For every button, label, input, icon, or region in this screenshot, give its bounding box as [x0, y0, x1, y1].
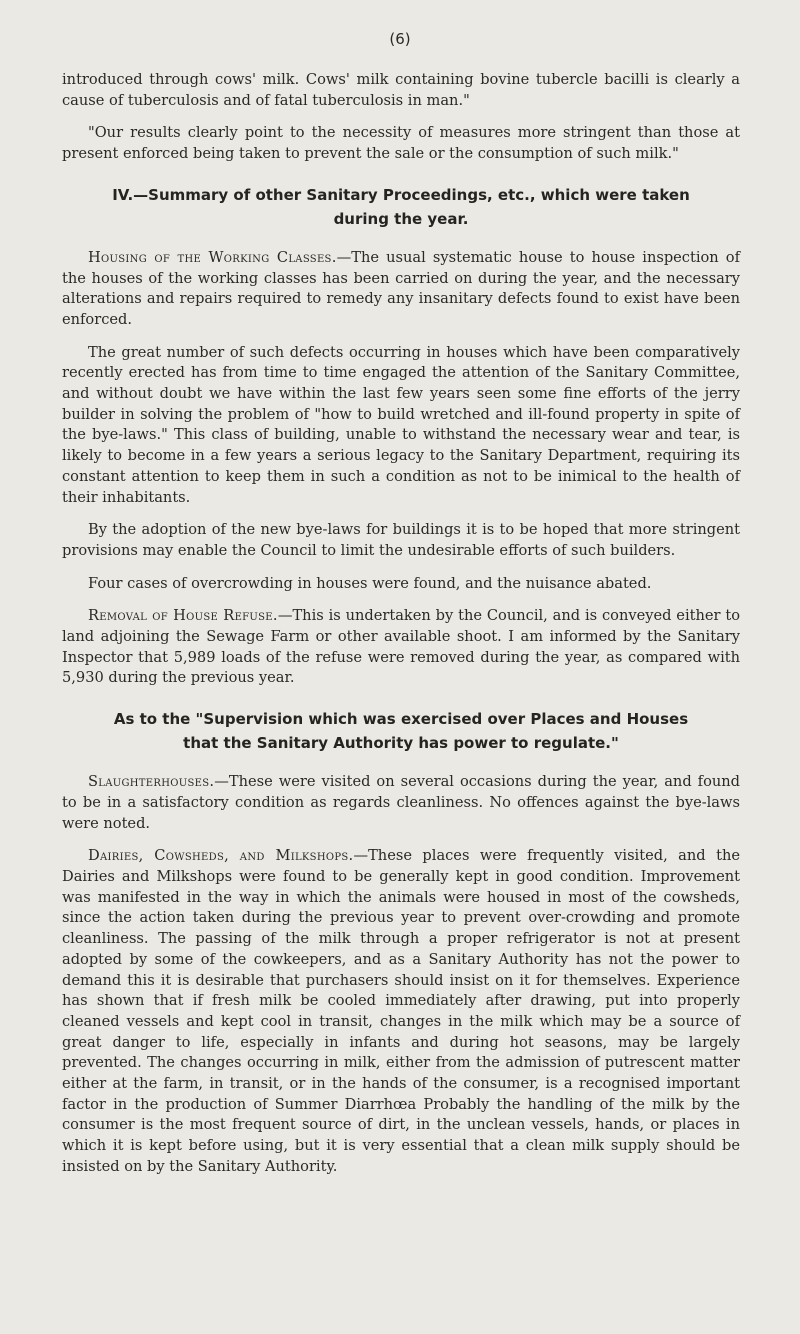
refuse-title: Removal of House Refuse. — [88, 607, 278, 625]
dairies-title: Dairies, Cowsheds, and Milkshops. — [88, 847, 354, 865]
page-number: (6) — [389, 30, 411, 48]
housing-title: Housing of the Working Classes. — [88, 248, 337, 266]
dairies-paragraph — [62, 846, 740, 1177]
byelaws-paragraph: By the adoption of the new bye-laws for buildings it is to be hoped that more stringent provisions may enable the Council to limit the undesirable efforts of such builders. — [62, 521, 740, 559]
slaughterhouses-title: Slaughterhouses. — [88, 773, 215, 791]
defects-paragraph: The great number of such defects occurring in houses which have been comparatively recently erected has from time to time engaged the attention of the Sanitary Committee, and without doubt we have within the last few years seen some fine efforts of the jerry builder in solving the problem of "how to build wretched and ill-found property in spite of the bye-laws." This class of building, unable to withstand the necessary wear and tear, is likely to become in a few years a serious legacy to the Sanitary Department, requiring its constant attention to keep them in such a condition as not to be inimical to the health of their inhabitants. — [62, 343, 740, 506]
housing-text: —The usual systematic house to house inspection of the houses of the working classes has been carried on during the year, and the necessary alterations and repairs required to remedy any insanitary defects found to exist have been enforced. — [62, 248, 740, 328]
slaughterhouses-paragraph — [62, 772, 740, 834]
refuse-paragraph — [62, 606, 740, 689]
dairies-text: —These places were frequently visited, and the Dairies and Milkshops were found to be generally kept in good condition. Improvement was manifested in the way in which the animals were housed in most of the cowsheds, since the action taken during the previous year to prevent over-crowding and promote cleanliness. The passing of the milk through a proper refrigerator is not at present adopted by some of the cowkeepers, and as a Sanitary Authority has not the power to demand this it is desirable that purchasers should insist on it for themselves. Experience has shown that if fresh milk be cooled immediately after drawing, put into properly cleaned vessels and kept cool in transit, changes in the milk which may be a source of great danger to life, especially in infants and during hot seasons, may be largely prevented. The changes occurring in milk, either from the admission of putrescent matter either at the farm, in transit, or in the hands of the consumer, is a recognised important factor in the production of Summer Diarrhœa Probably the handling of the milk by the consumer is the most frequent source of dirt, in the unclean vessels, hands, or places in which it is kept before using, but it is very essential that a clean milk supply should be insisted on by the Sanitary Authority. — [62, 847, 740, 1175]
page-body — [62, 70, 740, 1190]
overcrowding-paragraph: Four cases of overcrowding in houses were found, and the nuisance abated. — [88, 574, 652, 592]
intro-paragraph: introduced through cows' milk. Cows' milk containing bovine tubercle bacilli is clearly a cause of tuberculosis and of fatal tuberculosis in man." — [62, 71, 740, 109]
section-heading-supervision: As to the "Supervision which was exercised over Places and Houses that the Sanitary Authority has power to regulate." — [113, 710, 689, 753]
section-heading-summary: IV.—Summary of other Sanitary Proceedings, etc., which were taken during the year. — [112, 185, 690, 228]
quotation-paragraph: "Our results clearly point to the necessity of measures more stringent than those at present enforced being taken to prevent the sale or the consumption of such milk." — [62, 124, 740, 163]
housing-paragraph — [62, 248, 740, 331]
slaughterhouses-text: —These were visited on several occasions during the year, and found to be in a satisfactory condition as regards cleanliness. No offences against the bye-laws were noted. — [62, 773, 740, 832]
refuse-text: —This is undertaken by the Council, and is conveyed either to land adjoining the Sewage Farm or other available shoot. I am informed by the Sanitary Inspector that 5,989 loads of the refuse were removed during the year, as compared with 5,930 during the previous year. — [62, 607, 741, 687]
